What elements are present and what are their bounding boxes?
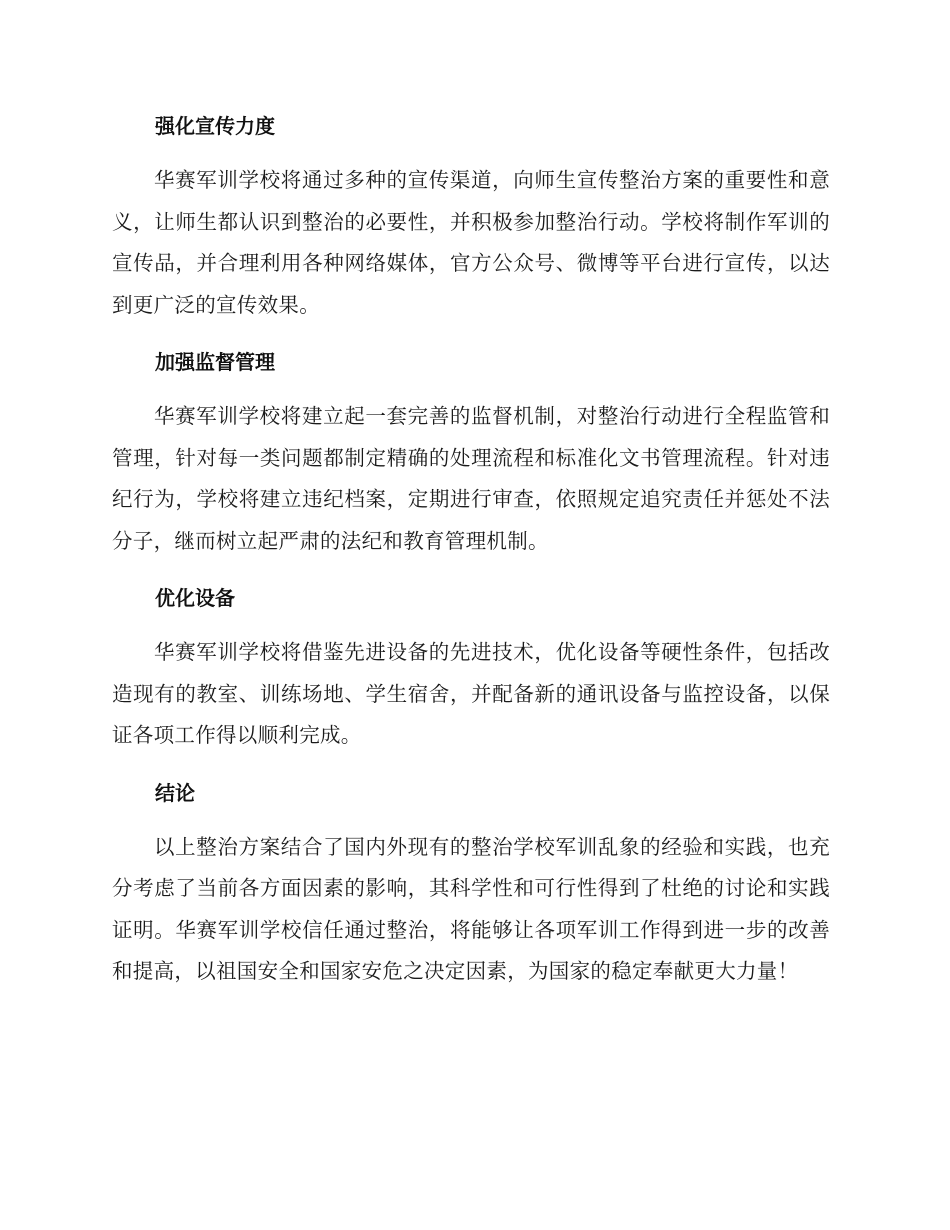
section-heading: 结论 <box>155 780 195 805</box>
section-publicity <box>112 104 830 326</box>
section-heading: 强化宣传力度 <box>155 114 275 138</box>
section-equipment <box>112 576 830 757</box>
section-heading: 加强监督管理 <box>155 350 275 374</box>
section-paragraph: 华赛军训学校将通过多种的宣传渠道，向师生宣传整治方案的重要性和意义，让师生都认识到整治的必要性，并积极参加整治行动。学校将制作军训的宣传品，并合理利用各种网络媒体，官方公众号、微博等平台进行宣传，以达到更广泛的宣传效果。 <box>112 168 830 317</box>
section-paragraph: 华赛军训学校将借鉴先进设备的先进技术，优化设备等硬性条件，包括改造现有的教室、训练场地、学生宿舍，并配备新的通讯设备与监控设备，以保证各项工作得以顺利完成。 <box>112 640 830 747</box>
section-heading: 优化设备 <box>155 586 235 610</box>
section-paragraph: 以上整治方案结合了国内外现有的整治学校军训乱象的经验和实践，也充分考虑了当前各方面因素的影响，其科学性和可行性得到了杜绝的讨论和实践证明。华赛军训学校信任通过整治，将能够让各项军训工作得到进一步的改善和提高，以祖国安全和国家安危之决定因素，为国家的稳定奉献更大力量！ <box>112 834 830 983</box>
section-conclusion <box>112 771 830 993</box>
section-supervision <box>112 340 830 562</box>
section-paragraph: 华赛军训学校将建立起一套完善的监督机制，对整治行动进行全程监管和管理，针对每一类问题都制定精确的处理流程和标准化文书管理流程。针对违纪行为，学校将建立违纪档案，定期进行审查，依照规定追究责任并惩处不法分子，继而树立起严肃的法纪和教育管理机制。 <box>112 404 830 553</box>
